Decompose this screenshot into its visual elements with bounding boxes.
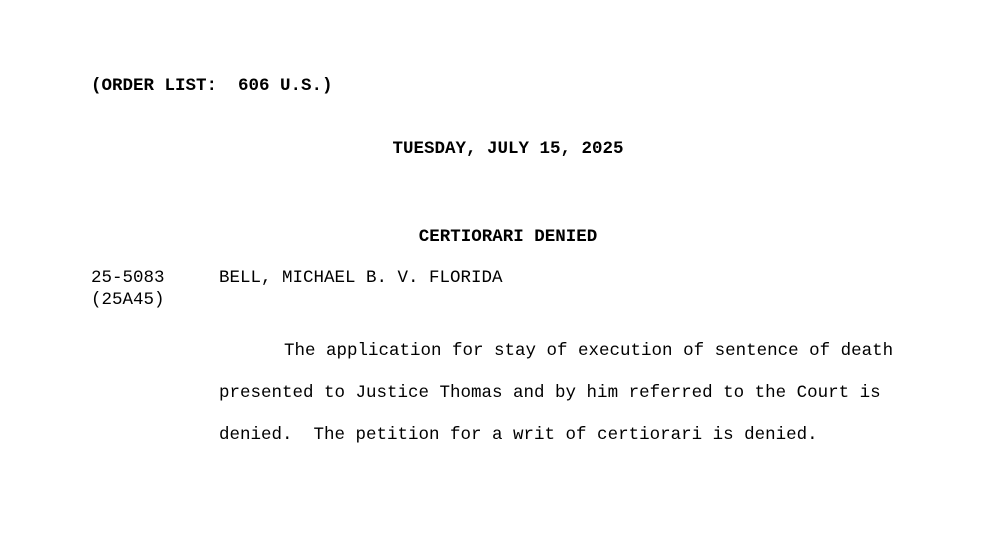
order-text-line: The application for stay of execution of sentence of death [284,341,894,361]
section-title: CERTIORARI DENIED [418,227,598,247]
order-list-heading: (ORDER LIST: 606 U.S.) [91,76,333,96]
order-text-line: presented to Justice Thomas and by him referred to the Court is [219,383,881,403]
application-number: (25A45) [91,290,165,310]
docket-number: 25-5083 [91,268,165,288]
order-text [219,330,919,456]
order-text-line: denied. The petition for a writ of certiorari is denied. [219,425,818,445]
case-caption: BELL, MICHAEL B. V. FLORIDA [219,268,503,288]
order-date: TUESDAY, JULY 15, 2025 [392,139,624,159]
